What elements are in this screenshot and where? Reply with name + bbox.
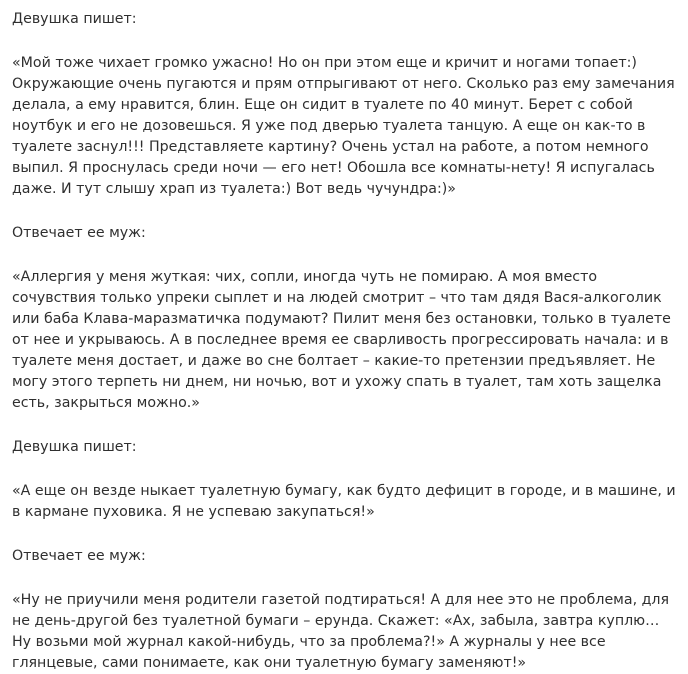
speaker-line: Девушка пишет:: [12, 439, 137, 455]
speaker-line: Отвечает ее муж:: [12, 225, 146, 241]
quote-paragraph: «Мой тоже чихает громко ужасно! Но он при этом еще и кричит и ногами топает:) Окружающие очень пугаются и прям отпрыгивают от него. Сколько раз ему замечания делала, а ему нравится, блин. Еще он сидит в туалете по 40 минут. Берет с собой ноутбук и его не дозовешься. Я уже под дверью туалета танцую. А еще он как-то в туалете заснул!!! Представляете картину? Очень устал на работе, а потом немного выпил. Я проснулась среди ночи — его нет! Обошла все комнаты-нету! Я испугалась даже. И тут слышу храп из туалета:) Вот ведь чучундра:)»: [12, 55, 675, 197]
quote-paragraph: «А еще он везде ныкает туалетную бумагу, как будто дефицит в городе, и в машине, и в кармане пуховика. Я не успеваю закупаться!»: [12, 483, 676, 520]
speaker-line: Отвечает ее муж:: [12, 548, 146, 564]
speaker-line: Девушка пишет:: [12, 11, 137, 27]
quote-paragraph: «Ну не приучили меня родители газетой подтираться! А для нее это не проблема, для не день-другой без туалетной бумаги – ерунда. Скажет: «Ах, забыла, завтра куплю… Ну возьми мой журнал какой-нибудь, что за проблема?!» А журналы у нее все глянцевые, сами понимаете, как они туалетную бумагу заменяют!»: [12, 592, 670, 671]
quote-paragraph: «Аллергия у меня жуткая: чих, сопли, иногда чуть не помираю. А моя вместо сочувствия только упреки сыплет и на людей смотрит – что там дядя Вася-алкоголик или баба Клава-маразматичка подумают? Пилит меня без остановки, только в туалете от нее и укрываюсь. А в последнее время ее сварливость прогрессировать начала: и в туалете меня достает, и даже во сне болтает – какие-то претензии предъявляет. Не могу этого терпеть ни днем, ни ночью, вот и ухожу спать в туалет, там хоть защелка есть, закрыться можно.»: [12, 269, 671, 411]
